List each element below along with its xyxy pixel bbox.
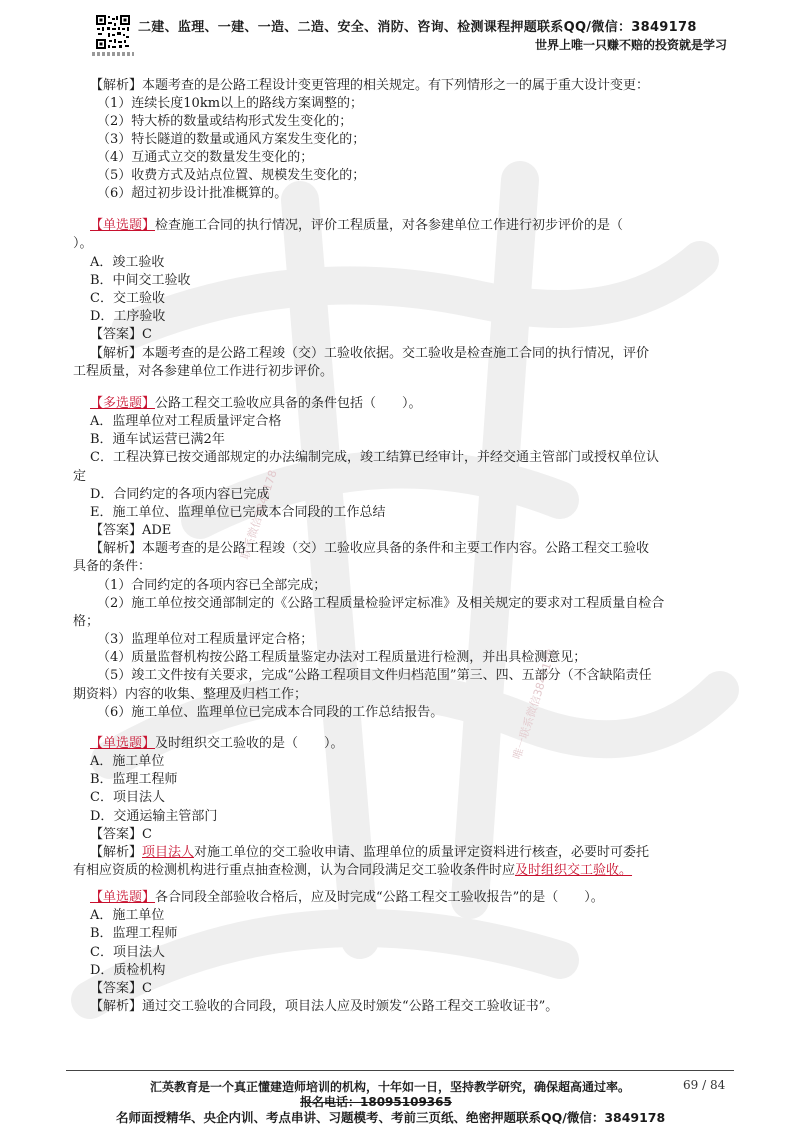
text-segment: D．交通运输主管部门 <box>90 809 218 824</box>
text-segment: （3）特长隧道的数量或通风方案发生变化的； <box>97 132 366 147</box>
text-segment: ）。 <box>73 236 93 251</box>
text-segment: E．施工单位、监理单位已完成本合同段的工作总结 <box>90 505 386 520</box>
text-segment: 有相应资质的检测机构进行重点抽查检测，认为合同段满足交工验收条件时应 <box>73 863 516 878</box>
question-type-tag: 【单选题】 <box>90 890 156 905</box>
text-segment: 各合同段全部验收合格后，应及时完成“公路工程交工验收报告”的是（ ）。 <box>155 890 604 905</box>
text-line <box>90 998 558 1016</box>
text-segment: 【解析】本题考查的是公路工程竣（交）工验收应具备的条件和主要工作内容。公路工程交工验收 <box>90 541 650 556</box>
text-segment: 及时组织交工验收的是（ ）。 <box>155 736 344 751</box>
text-segment: 【答案】C <box>90 327 152 342</box>
question-type-tag: 【多选题】 <box>90 396 156 411</box>
text-line <box>90 395 422 413</box>
text-line <box>90 771 178 789</box>
text-segment: （1）合同约定的各项内容已全部完成； <box>97 578 327 593</box>
svg-text:联系微信3849178: 联系微信3849178 <box>238 468 280 561</box>
text-segment: 【解析】本题考查的是公路工程设计变更管理的相关规定。有下列情形之一的属于重大设计变更： <box>90 78 650 93</box>
text-line <box>90 431 225 449</box>
text-segment: （6）超过初步设计批准概算的。 <box>97 186 288 201</box>
text-line <box>97 649 586 667</box>
text-line <box>97 113 352 131</box>
highlight-text: 项目法人 <box>142 845 195 860</box>
text-segment: （3）监理单位对工程质量评定合格； <box>97 632 314 647</box>
text-segment: 具备的条件： <box>73 559 152 574</box>
text-line <box>90 844 649 862</box>
text-line <box>97 667 652 685</box>
header-contact-line: 二建、监理、一建、一造、二造、安全、消防、咨询、检测课程押题联系QQ/微信：3849178 <box>138 20 697 35</box>
text-line <box>97 149 313 167</box>
text-segment: 【答案】ADE <box>90 523 172 538</box>
text-segment: 【答案】C <box>90 981 152 996</box>
text-segment: A．监理单位对工程质量评定合格 <box>90 414 282 429</box>
text-segment: A．施工单位 <box>90 754 165 769</box>
text-line <box>73 363 333 381</box>
text-line <box>90 889 604 907</box>
text-segment: 【解析】 <box>90 845 143 860</box>
text-segment: B．监理工程师 <box>90 926 178 941</box>
text-line <box>90 962 165 980</box>
footer-institution-line: 汇英教育是一个真正懂建造师培训的机构，十年如一日，坚持教学研究，确保超高通过率。 <box>150 1080 631 1094</box>
text-line <box>97 704 443 722</box>
text-segment: 【答案】C <box>90 827 152 842</box>
text-segment: A．施工单位 <box>90 908 165 923</box>
text-line <box>90 753 164 771</box>
text-line <box>90 77 649 95</box>
text-segment: D．合同约定的各项内容已完成 <box>90 487 270 502</box>
text-segment: B．通车试运营已满2年 <box>90 432 225 447</box>
text-line <box>90 789 165 807</box>
text-segment: A．竣工验收 <box>90 255 165 270</box>
text-line <box>90 907 164 925</box>
text-line <box>90 413 281 431</box>
text-line <box>97 185 287 203</box>
highlight-text: 及时组织交工验收。 <box>515 863 633 878</box>
text-segment: （6）施工单位、监理单位已完成本合同段的工作总结报告。 <box>97 705 444 720</box>
text-line <box>90 808 217 826</box>
text-segment: 期资料）内容的收集、整理及归档工作； <box>73 687 308 702</box>
text-segment: C．交工验收 <box>90 291 165 306</box>
text-line <box>73 686 307 704</box>
text-line <box>90 944 165 962</box>
text-line <box>97 595 664 613</box>
text-line <box>73 468 86 486</box>
text-segment: 工程质量，对各参建单位工作进行初步评价。 <box>73 364 334 379</box>
text-line <box>90 735 344 753</box>
text-segment: （5）竣工文件按有关要求，完成“公路工程项目文件归档范围”第三、四、五部分（不含缺陷责任 <box>97 668 652 683</box>
footer-phone: 报名电话：18095109365 <box>300 1095 452 1109</box>
svg-text:唯一联系微信3849178: 唯一联系微信3849178 <box>510 647 559 761</box>
text-line <box>73 558 151 576</box>
text-line <box>97 631 313 649</box>
text-segment: 【解析】本题考查的是公路工程竣（交）工验收依据。交工验收是检查施工合同的执行情况，评价 <box>90 346 650 361</box>
text-line <box>73 235 93 253</box>
text-line <box>90 925 178 943</box>
text-line <box>97 131 365 149</box>
text-segment: C．项目法人 <box>90 790 165 805</box>
text-segment: （2）施工单位按交通部制定的《公路工程质量检验评定标准》及相关规定的要求对工程质量自检合 <box>97 596 665 611</box>
text-segment: 定 <box>73 469 87 484</box>
text-line <box>97 577 326 595</box>
text-line <box>90 540 649 558</box>
text-line <box>90 272 191 290</box>
text-segment: B．监理工程师 <box>90 772 178 787</box>
text-line <box>90 486 269 504</box>
text-line <box>90 308 165 326</box>
qr-code-icon <box>95 14 131 50</box>
text-segment: 公路工程交工验收应具备的条件包括（ ）。 <box>155 396 422 411</box>
text-line <box>90 980 152 998</box>
text-segment: （4）质量监督机构按公路工程质量鉴定办法对工程质量进行检测，并出具检测意见； <box>97 650 587 665</box>
text-segment: C．工程决算已按交通部规定的办法编制完成，竣工结算已经审计，并经交通主管部门或授权单位认 <box>90 450 659 465</box>
text-line <box>90 345 649 363</box>
text-line <box>90 254 164 272</box>
text-segment: C．项目法人 <box>90 945 165 960</box>
text-segment: B．中间交工验收 <box>90 273 191 288</box>
question-type-tag: 【单选题】 <box>90 736 156 751</box>
text-segment: 格； <box>73 614 100 629</box>
text-line <box>97 95 363 113</box>
text-line <box>90 522 171 540</box>
text-line <box>73 862 632 880</box>
question-type-tag: 【单选题】 <box>90 218 156 233</box>
text-segment: （2）特大桥的数量或结构形式发生变化的； <box>97 114 353 129</box>
text-line <box>97 167 365 185</box>
text-segment: D．工序验收 <box>90 309 166 324</box>
text-segment: 对施工单位的交工验收申请、监理单位的质量评定资料进行核查，必要时可委托 <box>194 845 650 860</box>
text-line <box>90 290 165 308</box>
text-line <box>73 613 99 631</box>
page-number: 69 / 84 <box>683 1078 726 1092</box>
text-segment: D．质检机构 <box>90 963 166 978</box>
text-segment: 【解析】通过交工验收的合同段，项目法人应及时颁发“公路工程交工验收证书”。 <box>90 999 559 1014</box>
page-header <box>0 0 800 68</box>
text-segment: 检查施工合同的执行情况，评价工程质量，对各参建单位工作进行初步评价的是（ <box>155 218 624 233</box>
footer-contact-line: 名师面授精华、央企内训、考点串讲、习题模考、考前三页纸、绝密押题联系QQ/微信：3849178 <box>116 1110 666 1125</box>
text-segment: （1）连续长度10km以上的路线方案调整的； <box>97 96 364 111</box>
text-line <box>90 326 152 344</box>
text-segment: （5）收费方式及站点位置、规模发生变化的； <box>97 168 366 183</box>
text-line <box>90 504 386 522</box>
header-slogan: 世界上唯一只赚不赔的投资就是学习 <box>534 38 727 52</box>
text-segment: （4）互通式立交的数量发生变化的； <box>97 150 314 165</box>
text-line <box>90 449 659 467</box>
text-line <box>90 826 152 844</box>
footer-divider <box>66 1070 734 1071</box>
text-line <box>90 217 623 235</box>
qr-caption <box>92 52 134 56</box>
